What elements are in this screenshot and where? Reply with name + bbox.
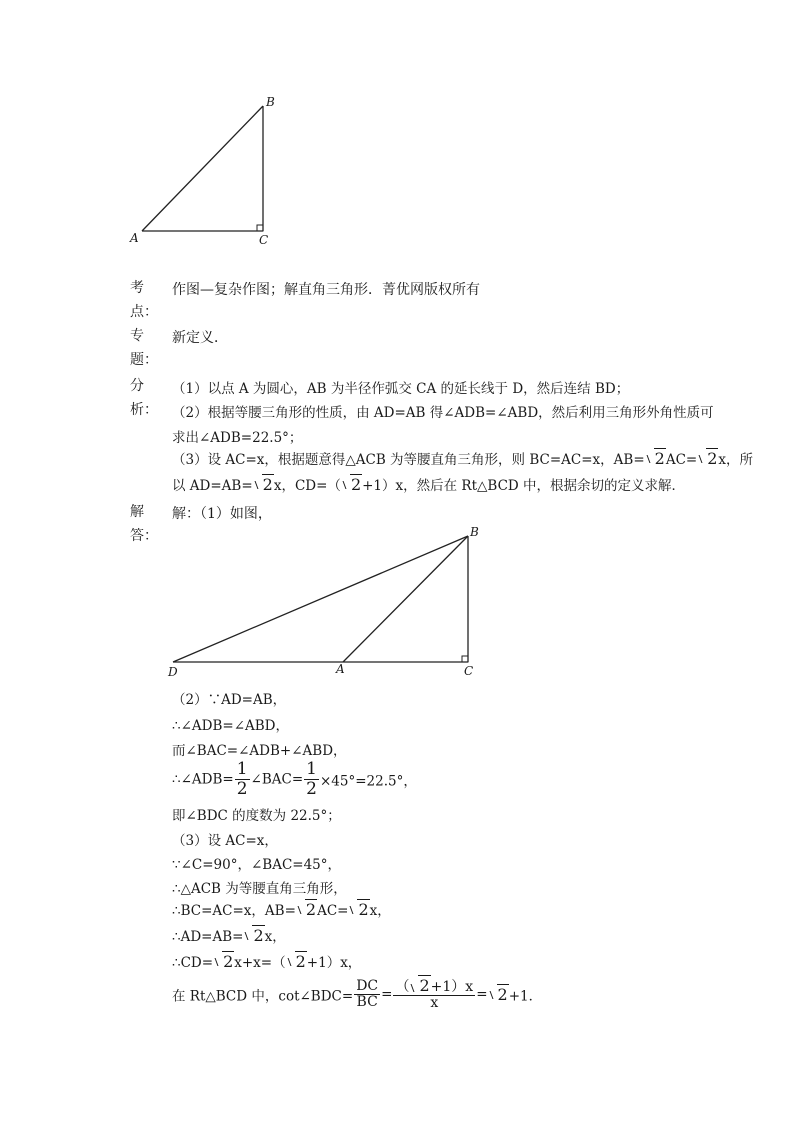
analysis-line-4 [172, 448, 753, 468]
analysis-line-3: 求出∠ADB=22.5°； [172, 430, 303, 446]
label-fenxi-1: 分 [130, 378, 144, 394]
solution-line-5-a: ∴∠ADB= [172, 771, 234, 788]
fraction-dc-over-bc: $\frac{DC}{BC}$ [356, 978, 379, 1010]
right-angle-mark [462, 656, 468, 662]
analysis-line-4-a: （3）设 AC=x，根据题意得△ACB 为等腰直角三角形，则 BC=AC=x，AB= [172, 452, 645, 468]
sqrt-symbol: 2 [253, 475, 274, 494]
solution-line-11-a: ∴AD=AB= [172, 929, 244, 945]
solution-line-12-a: ∴CD= [172, 955, 214, 971]
label-zhuanti-2: 题： [130, 352, 158, 368]
sqrt-symbol: 2 [409, 978, 430, 995]
label-jieda-1: 解 [130, 504, 144, 520]
solution-line-7: （3）设 AC=x， [172, 833, 278, 849]
point-label-c: C [464, 664, 474, 678]
solution-line-9: ∴△ACB 为等腰直角三角形， [172, 881, 347, 897]
solution-line-8: ∵∠C=90°，∠BAC=45°， [172, 857, 342, 873]
solution-line-13-a: 在 Rt△BCD 中，cot∠BDC= [172, 988, 354, 1005]
sqrt-symbol: 2 [341, 475, 362, 494]
segment-db [173, 536, 468, 662]
solution-line-5-c: ×45°=22.5°， [320, 773, 417, 790]
solution-line-4: 而∠BAC=∠ADB+∠ABD， [172, 743, 347, 759]
sqrt-symbol: 2 [488, 985, 509, 1004]
sqrt-symbol: 2 [348, 900, 369, 919]
analysis-line-5-b: x，CD=（ [273, 478, 341, 494]
solution-line-12-c: +1）x， [306, 955, 362, 971]
solution-line-10-b: AC= [317, 903, 349, 919]
label-fenxi-2: 析： [130, 402, 158, 418]
fraction-one-half: $\frac{1}{2}$ [306, 759, 317, 799]
equals-sign: = [476, 986, 488, 1003]
zhuanti-text: 新定义． [172, 330, 228, 346]
label-jieda-2: 答： [130, 528, 158, 544]
fraction-cd-over-x: $\frac{( 2+1)x}{x}$ [395, 976, 474, 1011]
segment-ab [142, 106, 263, 231]
label-kaodian-2: 点： [130, 304, 158, 320]
solution-line-6: 即∠BDC 的度数为 22.5°； [172, 808, 341, 824]
analysis-line-1: （1）以点 A 为圆心，AB 为半径作弧交 CA 的延长线于 D，然后连结 BD； [172, 381, 630, 397]
right-angle-mark [257, 225, 263, 231]
segment-ab [343, 536, 468, 662]
solution-line-5-b: ∠BAC= [250, 771, 304, 788]
analysis-line-5 [172, 474, 685, 494]
solution-line-10-a: ∴BC=AC=x，AB= [172, 903, 296, 919]
solution-line-10 [172, 899, 391, 919]
point-label-d: D [168, 665, 178, 679]
sqrt-symbol: 2 [213, 952, 234, 971]
solution-line-13-b: +1． [508, 988, 543, 1005]
analysis-line-5-a: 以 AD=AB= [172, 478, 253, 494]
figure-triangle-dbc [160, 522, 490, 680]
sqrt-symbol: 2 [243, 926, 264, 945]
point-label-c: C [259, 233, 269, 247]
point-label-b: B [470, 525, 479, 539]
analysis-line-5-c: +1）x，然后在 Rt△BCD 中，根据余切的定义求解． [362, 478, 686, 494]
label-zhuanti-1: 专 [130, 328, 144, 344]
sqrt-symbol: 2 [286, 952, 307, 971]
analysis-line-4-c: x，所 [718, 452, 754, 468]
equals-sign: = [381, 986, 393, 1003]
point-label-b: B [266, 95, 275, 109]
solution-line-10-c: x， [369, 903, 391, 919]
analysis-line-4-b: AC= [665, 452, 698, 468]
sqrt-symbol: 2 [697, 449, 718, 468]
solution-line-3: ∴∠ADB=∠ABD， [172, 718, 290, 734]
solution-line-12 [172, 951, 361, 971]
solution-line-13 [172, 978, 542, 1011]
solution-line-2: （2）∵AD=AB， [172, 692, 287, 708]
sqrt-symbol: 2 [645, 449, 666, 468]
solution-line-1: 解：（1）如图， [172, 506, 272, 522]
fraction-one-half: $\frac{1}{2}$ [236, 759, 248, 799]
solution-line-11 [172, 925, 286, 945]
solution-line-12-b: x+x=（ [234, 955, 286, 971]
solution-line-5 [172, 760, 417, 799]
kaodian-text: 作图—复杂作图；解直角三角形．菁优网版权所有 [172, 282, 480, 298]
sqrt-symbol: 2 [296, 900, 317, 919]
analysis-line-2: （2）根据等腰三角形的性质，由 AD=AB 得∠ADB=∠ABD，然后利用三角形外角性质可 [172, 405, 714, 421]
label-kaodian-1: 考 [130, 280, 144, 296]
point-label-a: A [130, 231, 139, 245]
point-label-a: A [336, 662, 345, 676]
solution-line-11-b: x， [264, 929, 286, 945]
figure-triangle-abc [120, 92, 290, 252]
